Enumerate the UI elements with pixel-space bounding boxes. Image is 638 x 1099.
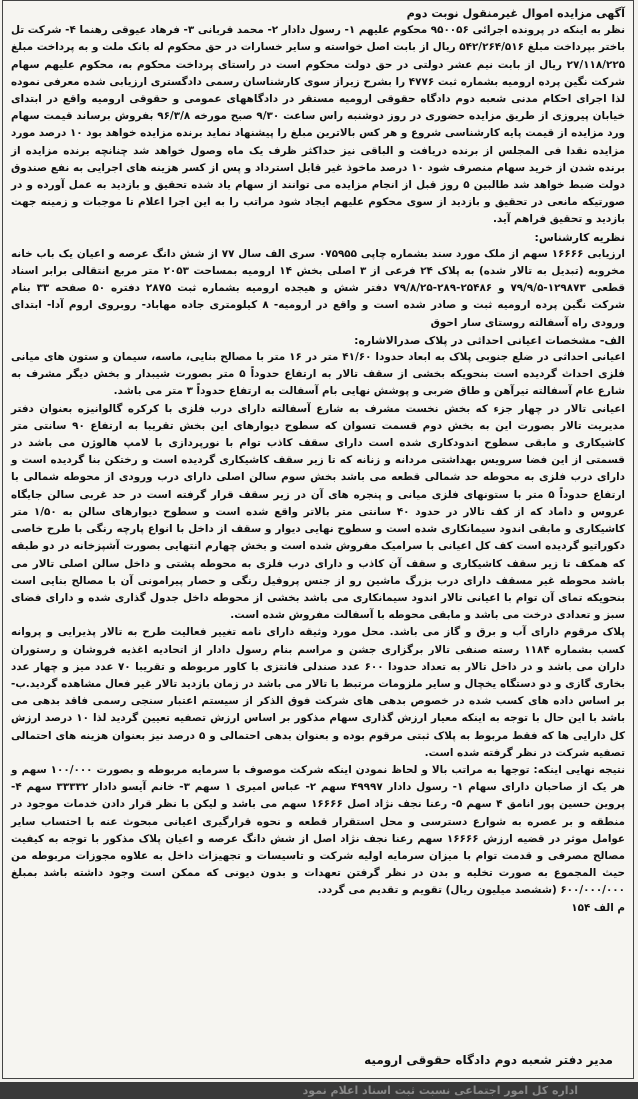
expert-heading: نظریه کارشناس: [534, 230, 625, 244]
buildings-paragraph-3: پلاک مرقوم دارای آب و برق و گاز می باشد. محل مورد وثیقه دارای نامه تغییر فعالیت طرح به تالار پذیرایی و پروانه کسب بشماره ۱۱۸۴ رسته صنفی تالار برگزاری جشن و مراسم بنام رسول دادار از اتحادیه اغذیه فروشان و رستوران داران می باشد و در داخل تالار به تعداد حدودا ۶۰۰ عدد صندلی فانتزی با کاور مربوطه و تقریبا ۷۰ عدد میز و چهار عدد بخاری گازی و دو دستگاه یخچال و سایر ملزومات مرتبط با تالار می باشد در زمان بازدید تالار غیر فعال مشاهده گردید.ب- بر اساس داده های کسب شده در خصوص بدهی های شرکت فوق الذکر از سیستم اعتبار سنجی رسمی فاقد بدهی می باشد با این حال با توجه به اینکه معیار ارزش گذاری سهام مذکور بر اساس ارزش تصفیه تعیین گردید لذا ۱۰ درصد ارزش کل دارایی ها که فقط مربوط به پلاک ثبتی مرقوم بوده و بعنوان بدهی احتمالی و ۵ درصد نیز بعنوان هزینه های احتمالی تصفیه شرکت در نظر گرفته شده است. [11, 626, 625, 759]
notice-intro: نظر به اینکه در پرونده اجرائی ۹۵۰۰۵۶ محکوم علیهم ۱- رسول دادار ۲- محمد قربانی ۳- فرهاد عیوقی رهنما ۴- شرکت تل باختر بپرداخت مبلغ ۵۴۲/۲۶۴/۵۱۶ ریال از بابت اصل خواسته و سایر خسارات در حق محکوم له بانک ملت و به پرداخت مبلغ ۲۷/۱۱۸/۲۲۵ ریال از بابت نیم عشر دولتی در حق دولت محکوم است در راستای پرداخت محکوم به، محکوم علیهم سهام شرکت نگین پرده ارومیه بشماره ثبت ۴۷۷۶ را بشرح زیراز سوی کارشناسان رسمی دادگستری ارزیابی شده معرفی نموده لذا اجرای احکام مدنی شعبه دوم دادگاه حقوقی ارومیه مستقر در دادگاههای عمومی و حقوقی ارومیه واقع در ابتدای خیابان پیروزی از طریق مزایده حضوری در روز دوشنبه راس ساعت ۹/۳۰ صبح مورخه ۹۶/۳/۸ بفروش برساند قیمت سهام ورد مزایده از قیمت پایه کارشناسی شروع و هر کس بالاترین مبلغ را پیشنهاد نماید برنده مزایده خواهد بود ۱۰ درصد مورد مزایده نقدا فی المجلس از برنده دریافت و الباقی نیز حداکثر ظرف یک ماه وصول خواهد شد چنانچه برنده مزایده از برنده شدن از خرید سهام منصرف شود ۱۰ درصد ماخوذ غیر قابل استرداد و پس از کسر هزینه های اجرایی به نفع صندوق دولت ضبط خواهد شد طالبین ۵ روز قبل از انجام مزایده می توانند از سهام یاد شده تحقیق و بازدید به عمل آورده و در صورتیکه مانعی در تحقیق و بازدید از سوی محکوم علیهم ایجاد شود مراتب را به این اجرا اعلام تا موجبات و زمینه جهت بازدید و تحقیق فراهم آید. [11, 24, 626, 226]
buildings-paragraph-2: اعیانی تالار در چهار جزء که بخش نخست مشرف به شارع آسفالته دارای درب فلزی با کرکره گالوانیزه بعنوان دفتر مدیریت تالار بصورت این به بخش دوم قسمت تسوان که سطوح دیوارهای این بخش تقریبا به ارتفاع ۹۰ سانتی متر کاشیکاری و مابقی سطوح اندودکاری شده است دارای سقف کاذب توام با نورپردازی با لامپ هالوژن می باشد در قسمتی از این فضا سرویس بهداشتی مردانه و زنانه که تا زیر سقف کاشیکاری گردیده است و رختکن بنا گردیده است و دارای درب فلزی به محوطه حد شمالی قطعه می باشد بخش سوم سالن اصلی دارای درب ورودی از محوطه شمالی با ارتفاع حدوداً ۵ متر با ستونهای فلزی میانی و پنجره های آن در زیر سقف قرار گرفته است در حد غربی سالن جایگاه عروس و داماد که از کف تالار در حدود ۴۰ سانتی متر بالاتر واقع شده است و سطوح دیوارهای سالن به ۱/۵۰ متر کاشیکاری و مابقی اندود سیمانکاری شده است و سطوح نهایی دیوار و سقف از داخل با انواع پارچه رنگی با طرح خاصی دکوراتیو گردیده است کف کل اعیانی با سرامیک مفروش شده است و بخش چهارم انتهایی بصورت آشپزخانه در دو طبقه که همکف تا زیر سقف کاشیکاری و سقف آن کاذب و دارای درب فلزی به محوطه پشتی و داخل سالن اصلی تالار می باشد محوطه غیر مسقف دارای درب بزرگ ماشین رو از جنس پروفیل رنگی و حصار پیرامونی آن با مصالح بنایی است بنحویکه تمای آن توام با اعیانی تالار اندود سیمانکاری می باشد بخشی از محوطه داخل جدول گذاری شده و دارای فضای سبز و تعدادی درخت می باشد و مابقی محوطه با آسفالت مفروش شده است. [11, 402, 625, 622]
conclusion-paragraph: نتیجه نهایی اینکه: توجها به مراتب بالا و لحاظ نمودن اینکه شرکت موصوف با سرمایه مربوطه و بصورت ۱۰۰/۰۰۰ سهم و هر یک از صاحبان دارای سهام ۱- رسول دادار ۴۹۹۹۷ سهم ۲- عباس امیری ۱ سهم ۳- خانم آیسو دادار ۳۳۳۳۲ سهم ۴- پروین حسین پور انامق ۴ سهم ۵- رعنا نجف نژاد اصل ۱۶۶۶۶ سهم می باشد و لیکن با نظر قرار دادن خدمات موجود در منطقه و بر عصره به شوارع دسترسی و محل استقرار قطعه و نحوه قرارگیری اعیانی مبحوث عنه با احتساب سایر عوامل موثر در قضیه ارزش ۱۶۶۶۶ سهم رعنا نجف نژاد اصل از شش دانگ عرصه و اعیان پلاک مذکور با توجه به کیفیت مصالح مصرفی و قدمت توام با میزان سرمایه اولیه شرکت و تاسیسات و تجهیزات داخل به علاوه مجوزات مربوطه من حیث المجموع به صورت تخلیه و بدن در نظر گرفتن تعهدات و بدون دیونی که ممکن است وجود داشته باشد بمبلغ ۶۰۰/۰۰۰/۰۰۰ (ششصد میلیون ریال) تقویم و تقدیم می گردد. [11, 763, 625, 897]
notice-frame [2, 0, 634, 1079]
notice-title: آگهی مزایده اموال غیرمنقول نوبت دوم [406, 7, 625, 20]
buildings-paragraph-1: اعیانی احداثی در ضلع جنوبی پلاک به ابعاد حدودا ۴۱/۶۰ متر در ۱۶ متر با مصالح بنایی، ماسه، سیمان و ستون های میانی فلزی احداث گردیده است بنحویکه بخشی از سقف تالار به ارتفاع حدوداً ۵ متر بصورت شیبدار و بخش دیگر مشرف به شارع عام آسفالته تیرآهن و طاق ضربی و پوشش نهایی بام آسفالت به ارتفاع حدوداً ۳ متر می باشد. [11, 351, 625, 398]
valuation-paragraph: ارزیابی ۱۶۶۶۶ سهم از ملک مورد سند بشماره چاپی ۰۷۵۹۵۵ سری الف سال ۷۷ از شش دانگ عرصه و اعیان یک باب خانه مخروبه (تبدیل به تالار شده) به پلاک ۲۴ فرعی از ۳ اصلی بخش ۱۴ ارومیه بمساحت ۲۰۵۳ متر مربع انتقالی برابر اسناد قطعی ۱۲۹۸۷۳-۷۹/۹/۵ و ۲۵۴۸۶-۲۸۹-۷۹/۸/۲۵ دفتر شش و هیجده ارومیه بشماره ثبت ۲۸۷۵ دفتره ۵۰ صفحه ۳۳ بنام شرکت نگین پرده ارومیه ثبت و صادر شده است و واقع در ارومیه- ۸ کیلومتری جاده مهاباد- روبروی اروم آدا- ابتدای ورودی راه آسفالته روستای سار احوق [11, 247, 626, 329]
bottom-strip [0, 1082, 638, 1099]
section-a-heading: الف- مشخصات اعیانی احداثی در پلاک صدرالاشاره: [354, 333, 625, 347]
reference-number: م الف ۱۵۴ [571, 901, 625, 914]
notice-body [11, 5, 625, 917]
signature-line: مدیر دفتر شعبه دوم دادگاه حقوقی ارومیه [364, 1053, 613, 1067]
bottom-strip-text: اداره کل امور اجتماعی نسبت ثبت اسناد اعلام نمود [302, 1084, 578, 1097]
